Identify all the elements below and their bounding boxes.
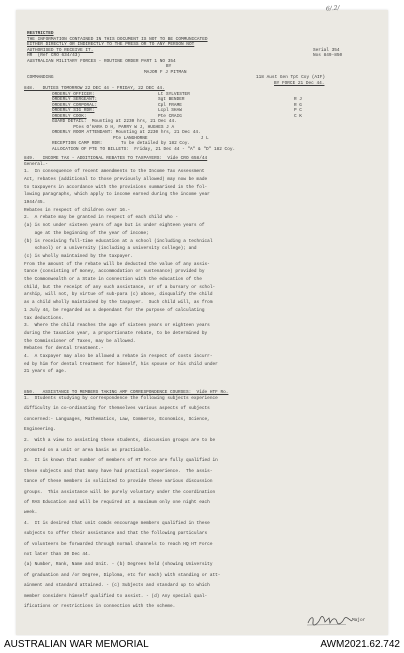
- body-line: Rebates for dental treatment.-: [24, 346, 104, 352]
- body-line: during the taxation year, a proportionate rebate, to be determined by: [24, 330, 208, 336]
- duty-name: Lt SYLVESTER: [158, 91, 190, 97]
- body-line: week.: [24, 510, 38, 516]
- order-title: AUSTRALIAN MILITARY FORCES - ROUTINE ORDER PART 1 NO 354: [27, 58, 176, 64]
- section-848-heading: 848. DUTIES TOMORROW 22 DEC 44 - FRIDAY, 22 DEC 44.: [24, 86, 165, 91]
- archive-footer: [0, 636, 404, 653]
- body-line: 1 July 44, be regarded as a dependant for the purpose of calculating: [24, 307, 205, 313]
- duty-initials: R J: [294, 97, 302, 102]
- body-line: 1944/45.: [24, 200, 46, 205]
- duty-name: Sgt BENDER: [158, 97, 185, 102]
- body-line: arship, will not, by virtue of sub-para (c) above, disqualify the child: [24, 292, 213, 298]
- body-line: not later than 30 Dec 44.: [24, 552, 91, 557]
- body-line: child, but the receipt of any such assistance, or of a bursary or schol-: [24, 284, 216, 290]
- body-line: difficulty in co-ordinating for themselves various aspects of subjects: [24, 406, 210, 412]
- body-line: age at the beginning of the year of income;: [24, 230, 149, 236]
- signature-title: Major: [352, 618, 366, 623]
- body-line: (a) Number, Rank, Name and Unit. - (b) Degrees held (showing University: [24, 562, 213, 568]
- body-line: (a) is not under sixteen years of age but is under eighteen years of: [24, 223, 205, 229]
- unit-name: 118 Aust Gen Tpt Coy (AIF): [256, 75, 326, 80]
- archive-item-id: AWM2021.62.742: [320, 639, 400, 650]
- duty-name: Pte CRAIG: [158, 113, 182, 119]
- reference-line: HR (Ref CRO 634/43): [27, 53, 81, 58]
- body-line: of RAS Education and will be required at a maximum only one night each: [24, 500, 210, 505]
- body-line: groups. This assistance will be purely voluntary under the coordination: [24, 489, 216, 495]
- body-line: Act, rebates (additional to those previously allowed) may now be made: [24, 176, 208, 182]
- duty-initials: R G: [294, 102, 302, 108]
- duty-line: RECEPTION CAMP RDR: To be detailed by 182 Coy.: [52, 141, 191, 146]
- body-line: ainment and standard attained. - (c) Subjects and standard up to which: [24, 583, 210, 589]
- duty-label: ORDERLY COOK:: [52, 113, 87, 119]
- body-line: lowing paragraphs, which apply to income earned during the income year: [24, 192, 210, 198]
- body-line: 2. With a view to assisting these students, discussion groups are to be: [24, 437, 216, 443]
- handwritten-signature: [306, 614, 354, 626]
- body-line: concerned:- Languages, Mathematics, Law, Commerce, Economics, Science,: [24, 416, 210, 422]
- restricted-stamp: RESTRICTED: [27, 31, 54, 36]
- body-line: of volunteers be forwarded through normal channels to reach HQ HT Force: [24, 541, 213, 547]
- header-line: AUTHORISED TO RECEIVE IT.: [27, 47, 94, 53]
- body-line: ifications or restrictions in connection with the scheme.: [24, 604, 176, 609]
- body-line: the Commonwealth or a State in connection with the education of the: [24, 277, 202, 282]
- duty-label: ORDERLY OFFICER:: [52, 91, 95, 97]
- body-line: promoted on a unit or area basis as practicable.: [24, 448, 152, 453]
- body-line: 1. In consequence of recent amendments to the Income Tax Assessment: [24, 169, 205, 175]
- duty-line: ALLOCATION OF PTE TO BILLETS: Friday, 21 Dec 44 - "A" & "D" 182 Coy.: [52, 146, 236, 152]
- duty-line: Ptes O'HARA D H, PARRY W J, HUGHES J A: [52, 124, 175, 130]
- section-849-heading: 849. INCOME TAX - ADDITIONAL REBATES TO TAXPAYERS: Vide CRO 658/44: [24, 156, 208, 161]
- body-line: 21 years of age.: [24, 369, 67, 375]
- duty-initials: P C: [294, 108, 302, 113]
- body-line: 4. A taxpayer may also be allowed a rebate in respect of costs incurr-: [24, 354, 213, 359]
- header-line: THE INFORMATION CONTAINED IN THIS DOCUMENT IS NOT TO BE COMMUNICATED: [27, 36, 208, 42]
- duty-label: ORDERLY CORPORAL:: [52, 102, 98, 108]
- duty-name: Lcpl SHAW: [158, 108, 182, 113]
- sheet-numbers: Nos 849-850: [313, 53, 343, 58]
- body-line: General.-: [24, 161, 48, 167]
- serial-number: Serial 354: [313, 47, 340, 53]
- body-line: 3. It is known that number of members of HT Force are fully qualified in: [24, 458, 218, 464]
- body-line: tax deductions.: [24, 315, 64, 321]
- body-line: the Commissioner of Taxes, may be allowed.: [24, 338, 136, 344]
- body-line: 1. Students studying by correspondence the following subjects experience: [24, 396, 218, 401]
- body-line: of graduation and /or Degree, Diploma, etc for each) with standing or att-: [24, 572, 221, 578]
- body-line: (b) is receiving full-time education at a school (including a technical: [24, 238, 213, 244]
- commander-name: MAJOR F J PITMAN: [144, 69, 187, 75]
- body-line: Engineering.: [24, 427, 56, 433]
- body-line: school) or a university (including a university college); and: [24, 246, 197, 252]
- body-line: member considers himself qualified to assist. - (d) Any special qual-: [24, 593, 208, 599]
- commanding-label: COMMANDING: [27, 75, 54, 80]
- duty-label: ORDERLY SIG RDR:: [52, 108, 95, 113]
- body-line: 4. It is desired that unit comds encourage members qualified in these: [24, 520, 210, 526]
- duty-name: Cpl FRAME: [158, 102, 182, 108]
- handwritten-page-note: 6/.2/: [325, 4, 340, 13]
- body-line: as a child wholly maintained by the taxpayer. Such child will, as from: [24, 300, 213, 306]
- body-line: tance of these members is solicited to provide these various discussion: [24, 479, 213, 485]
- body-line: tance (consisting of money, accommodation or sustenance) provided by: [24, 269, 205, 275]
- order-date: BY FORCE 21 Dec 44.: [274, 80, 325, 86]
- by-line: BY: [166, 64, 172, 69]
- body-line: 3. Where the child reaches the age of sixteen years or eighteen years: [24, 323, 210, 329]
- duty-line: GUARD DETAIL: Mounting at 2230 hrs, 21 Dec 44.: [52, 119, 177, 124]
- body-line: these subjects and that many have had practical experience. The assis-: [24, 468, 213, 474]
- body-line: to taxpayers in accordance with the provisions summarised in the fol-: [24, 184, 208, 190]
- body-line: 2. A rebate may be granted in respect of each child who -: [24, 215, 178, 221]
- duty-line: ORDERLY ROOM ATTENDANT: Mounting at 2230 hrs, 21 Dec 44.: [52, 130, 201, 135]
- duty-label: ORDERLY SERGEANT:: [52, 97, 98, 102]
- document-page: [16, 10, 388, 635]
- section-850-heading: 850. ASSISTANCE TO MEMBERS TAKING AMF CORRESPONDENCE COURSES: Vide HTF Ro.: [24, 390, 229, 395]
- duty-line: Pte LANGHORNE J L: [52, 135, 209, 141]
- duty-initials: C K: [294, 113, 302, 119]
- header-line: EITHER DIRECTLY OR INDIRECTLY TO THE PRESS OR TO ANY PERSON NOT: [27, 42, 195, 47]
- body-line: ed by him for dental treatment for himself, his spouse or his child under: [24, 361, 218, 367]
- body-line: From the amount of the rebate will be deducted the value of any assis-: [24, 261, 210, 267]
- body-line: (c) is wholly maintained by the taxpayer.: [24, 253, 133, 259]
- archive-name: AUSTRALIAN WAR MEMORIAL: [4, 639, 149, 650]
- body-line: Rebates in respect of children over 16.-: [24, 207, 131, 213]
- body-line: subjects to offer their assistance and that the following particulars: [24, 531, 208, 537]
